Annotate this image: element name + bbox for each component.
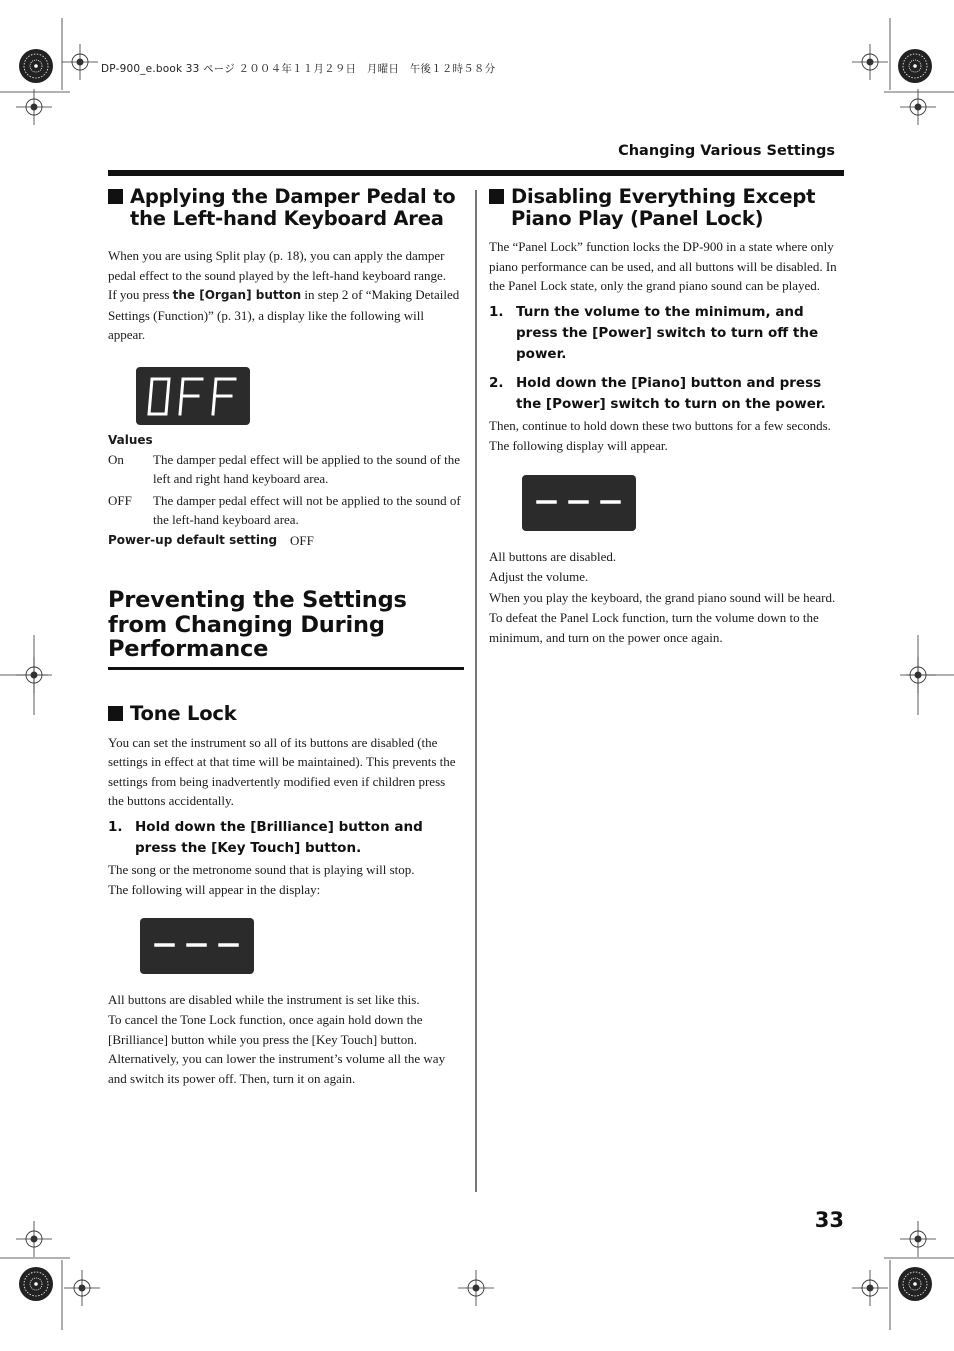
- tone-lock-step-1-note: The song or the metronome sound that is playing will stop.: [108, 861, 415, 877]
- panel-lock-piano-note: When you play the keyboard, the grand piano sound will be heard.: [489, 589, 836, 605]
- right-column: [489, 186, 846, 647]
- value-row-off: OFF The damper pedal effect will not be applied to the sound of the left-hand keyboard area.: [108, 492, 461, 527]
- lcd-text: [250, 367, 251, 368]
- damper-instruction: If you press the [Organ] button in step 2 of “Making Detailed Settings (Function)” (p. 31), a display like the following will appear.: [108, 287, 460, 342]
- square-bullet-icon: [489, 189, 504, 204]
- registration-starburst: [898, 49, 932, 83]
- registration-starburst: [19, 1267, 53, 1301]
- tone-lock-intro: You can set the instrument so all of its buttons are disabled (the settings in effect at that time will be maintained). This prevents the settings from being inadvertently modified even if children press the buttons accidentally.: [108, 734, 456, 808]
- panel-lock-step-2-note: Then, continue to hold down these two buttons for a few seconds.: [489, 417, 831, 433]
- major-heading-preventing: Preventing the Settings from Changing During Performance: [108, 588, 464, 670]
- panel-lock-volume-note: Adjust the volume.: [489, 569, 589, 584]
- value-row-on: On The damper pedal effect will be applied to the sound of the left and right hand keyboard area.: [108, 451, 460, 486]
- page-number: 33: [814, 1208, 844, 1232]
- tone-lock-step-1-display-intro: The following will appear in the display:: [108, 882, 321, 897]
- panel-lock-step-2: 2. Hold down the [Piano] button and press the [Power] switch to turn on the power.: [489, 374, 826, 412]
- running-head: Changing Various Settings: [618, 143, 835, 159]
- header-rule: [108, 170, 844, 176]
- lcd-text: [254, 918, 255, 919]
- lcd-display-dashes: [140, 918, 254, 974]
- left-column: [108, 186, 464, 1088]
- tone-lock-disabled-note: All buttons are disabled while the instrument is set like this.: [108, 991, 420, 1007]
- lcd-segment-readout: [140, 918, 254, 974]
- printer-info-line: DP-900_e.book 33 ページ ２００４年１１月２９日 月曜日 午後１２時５８分: [101, 63, 496, 75]
- panel-lock-intro: The “Panel Lock” function locks the DP-900 in a state where only piano performance can be used, and all buttons will be disabled. In the Panel Lock state, only the grand piano sound can be played.: [489, 239, 837, 293]
- panel-lock-disabled-note: All buttons are disabled.: [489, 548, 617, 564]
- panel-lock-step-2-display-intro: The following display will appear.: [489, 438, 668, 453]
- registration-starburst: [19, 49, 53, 83]
- panel-lock-defeat-note: To defeat the Panel Lock function, turn the volume down to the minimum, and turn on the power once again.: [489, 610, 819, 645]
- registration-starburst: [898, 1267, 932, 1301]
- power-up-default: Power-up default setting OFF: [108, 532, 314, 548]
- section-heading-damper: Applying the Damper Pedal to the Left-hand Keyboard Area: [108, 186, 464, 230]
- square-bullet-icon: [108, 189, 123, 204]
- panel-lock-step-1: 1. Turn the volume to the minimum, and press the [Power] switch to turn off the power.: [489, 303, 819, 362]
- tone-lock-step-1: 1. Hold down the [Brilliance] button and press the [Key Touch] button.: [108, 818, 423, 856]
- lcd-segment-readout: [136, 367, 250, 425]
- lcd-text: [636, 475, 637, 476]
- section-heading-tone-lock: Tone Lock: [108, 703, 464, 725]
- section-heading-panel-lock: Disabling Everything Except Piano Play (Panel Lock): [489, 186, 846, 230]
- lcd-display-off: [136, 367, 250, 425]
- lcd-display-dashes: [522, 475, 636, 531]
- square-bullet-icon: [108, 706, 123, 721]
- column-divider: [475, 190, 477, 1192]
- tone-lock-cancel-note: To cancel the Tone Lock function, once again hold down the [Brilliance] button while you press the [Key Touch] button. Alternatively, you can lower the instrument’s volume all the way and switch its power off. Then, turn it on again.: [108, 1012, 446, 1086]
- values-heading: Values: [108, 432, 153, 447]
- lcd-segment-readout: [522, 475, 636, 531]
- damper-intro: When you are using Split play (p. 18), you can apply the damper pedal effect to the sound played by the left-hand keyboard range.: [108, 248, 446, 283]
